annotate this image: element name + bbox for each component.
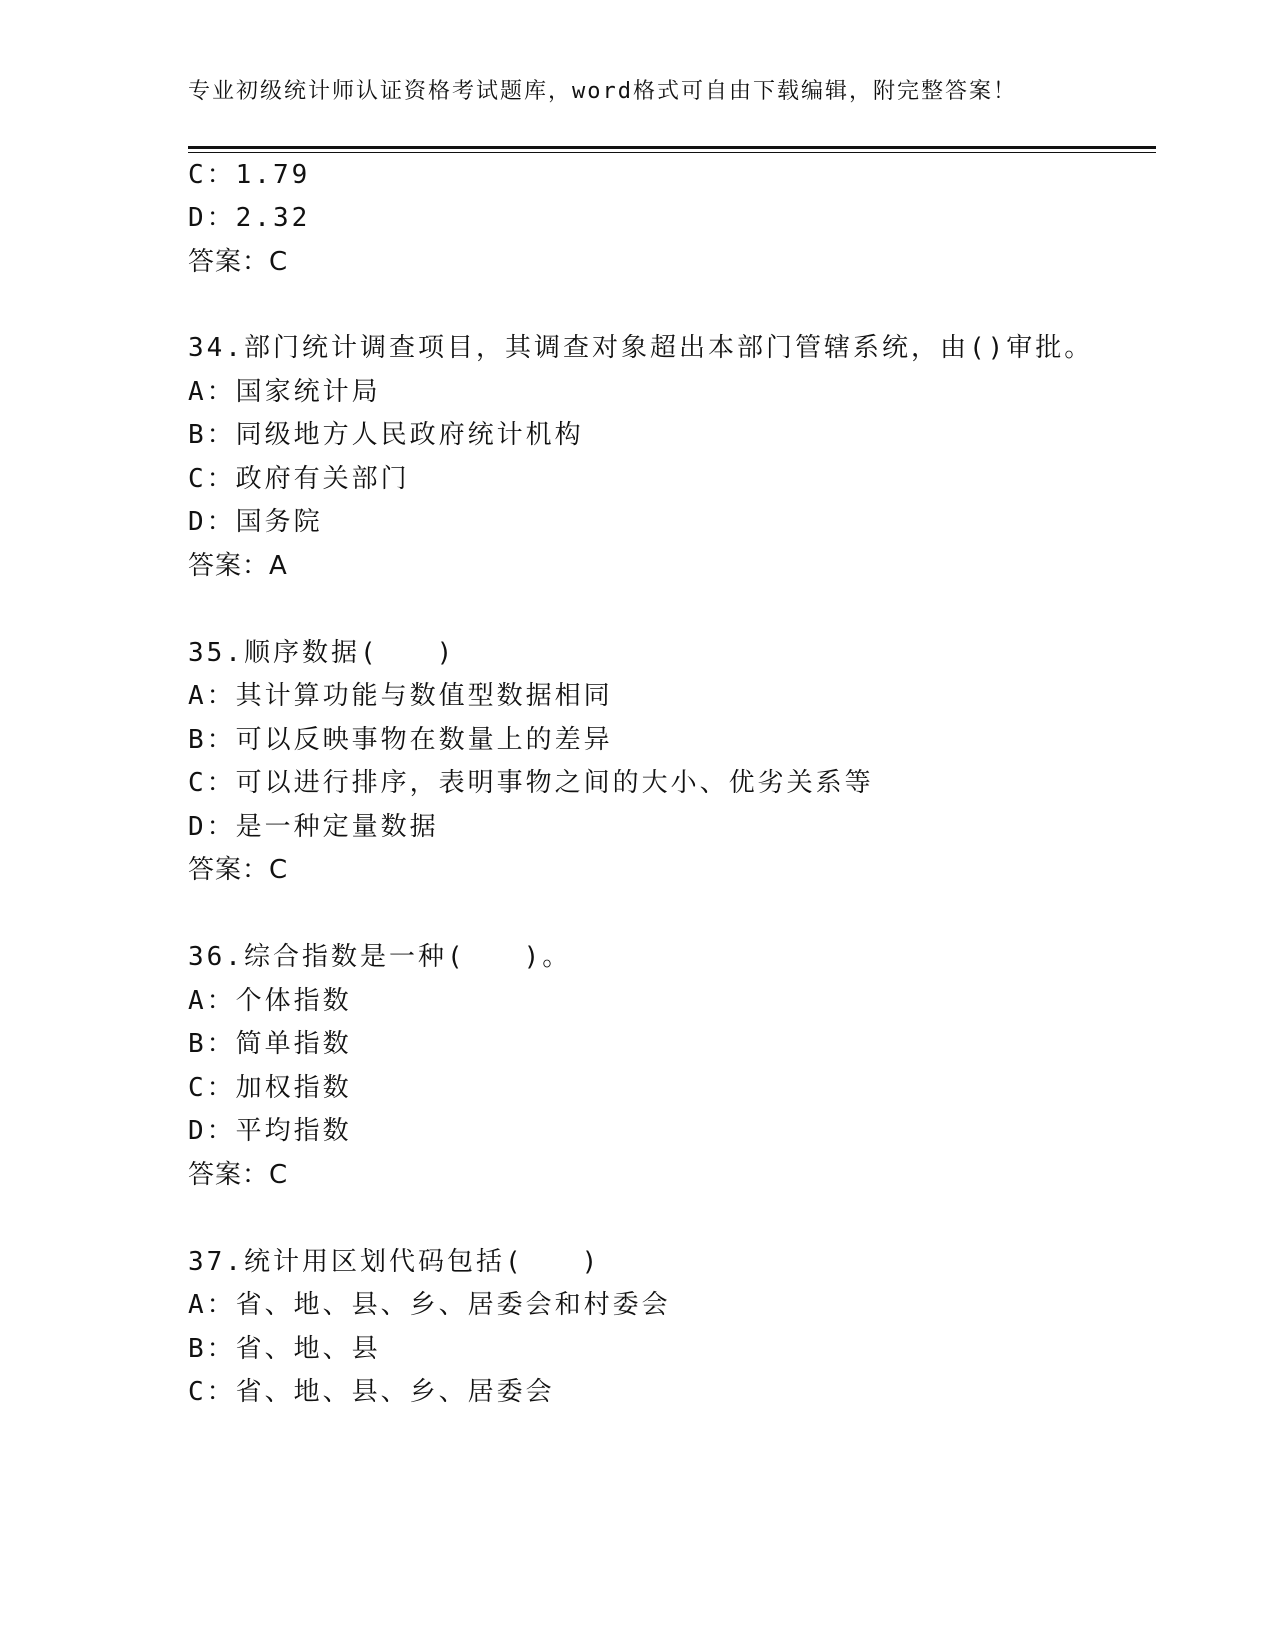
option-b: B：同级地方人民政府统计机构 [188, 420, 584, 450]
option-b: B：简单指数 [188, 1029, 352, 1059]
answer: 答案：C [188, 1160, 289, 1190]
option-a: A：个体指数 [188, 986, 352, 1016]
option-c: C：加权指数 [188, 1073, 352, 1103]
option-c: C：可以进行排序，表明事物之间的大小、优劣关系等 [188, 768, 874, 798]
question-stem: 36.综合指数是一种( )。 [188, 942, 572, 972]
option-d: D：国务院 [188, 507, 323, 537]
option-b: B：可以反映事物在数量上的差异 [188, 725, 613, 755]
option-c: C：政府有关部门 [188, 464, 410, 494]
option-c: C：1.79 [188, 160, 311, 190]
option-c: C：省、地、县、乡、居委会 [188, 1377, 555, 1407]
question-stem: 37.统计用区划代码包括( ) [188, 1247, 601, 1277]
option-d: D：平均指数 [188, 1116, 352, 1146]
question-stem: 35.顺序数据( ) [188, 638, 456, 668]
answer: 答案：C [188, 855, 289, 885]
option-d: D：是一种定量数据 [188, 812, 439, 842]
option-a: A：国家统计局 [188, 377, 381, 407]
option-b: B：省、地、县 [188, 1334, 381, 1364]
page-header: 专业初级统计师认证资格考试题库，word格式可自由下载编辑，附完整答案！ [188, 79, 1017, 104]
answer: 答案：A [188, 551, 288, 581]
option-a: A：其计算功能与数值型数据相同 [188, 681, 613, 711]
answer: 答案：C [188, 247, 289, 277]
header-divider-thin [188, 152, 1156, 153]
header-divider-thick [188, 146, 1156, 149]
question-stem: 34.部门统计调查项目，其调查对象超出本部门管辖系统，由()审批。 [188, 333, 1094, 363]
option-a: A：省、地、县、乡、居委会和村委会 [188, 1290, 671, 1320]
option-d: D：2.32 [188, 203, 311, 233]
